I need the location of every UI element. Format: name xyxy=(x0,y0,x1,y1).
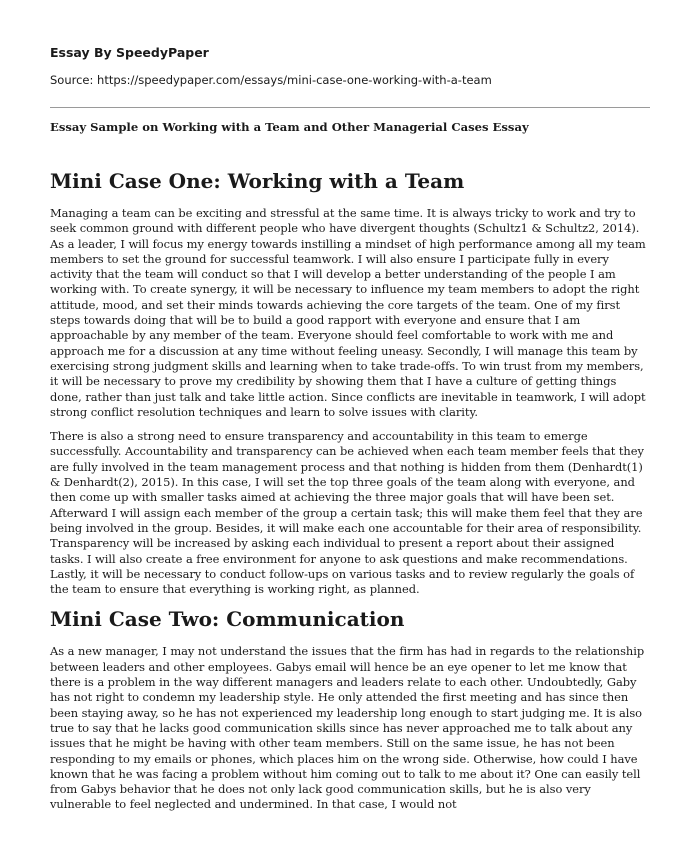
brand-label: Essay By SpeedyPaper xyxy=(50,45,209,60)
essay-body xyxy=(50,168,650,822)
paragraph: There is also a strong need to ensure transparency and accountability in this team to emerge successfully. Accountability and transparency can be achieved when each team member feels that they are fully involved in the team management process and that nothing is hidden from them (Denhardt(1) & Denhardt(2), 2015). In this case, I will set the top three goals of the team along with everyone, and then come up with smaller tasks aimed at achieving the three major goals that will have been set. Afterward I will assign each member of the group a certain task; this will make them feel that they are being involved in the group. Besides, it will make each one accountable for their area of responsibility. Transparency will be increased by asking each individual to present a report about their assigned tasks. I will also create a free environment for anyone to ask questions and make recommendations. Lastly, it will be necessary to conduct follow-ups on various tasks and to review regularly the goals of the team to ensure that everything is working right, as planned. xyxy=(50,429,644,597)
essay-title: Essay Sample on Working with a Team and Other Managerial Cases Essay xyxy=(50,120,529,134)
section-heading: Mini Case One: Working with a Team xyxy=(50,169,465,193)
source-line[interactable]: Source: https://speedypaper.com/essays/mini-case-one-working-with-a-team xyxy=(50,73,492,87)
paragraph: As a new manager, I may not understand the issues that the firm has had in regards to the relationship between leaders and other employees. Gabys email will hence be an eye opener to let me know that there is a problem in the way different managers and leaders relate to each other. Undoubtedly, Gaby has not right to condemn my leadership style. He only attended the first meeting and has since then been staying away, so he has not experienced my leadership long enough to start judging me. It is also true to say that he lacks good communication skills since has never approached me to talk about any issues that he might be having with other team members. Still on the same issue, he has not been responding to my emails or phones, which places him on the wrong side. Otherwise, how could I have known that he was facing a problem without him coming out to talk to me about it? One can easily tell from Gabys behavior that he does not only lack good communication skills, but he is also very vulnerable to feel neglected and undermined. In that case, I would not xyxy=(50,644,645,812)
section-heading: Mini Case Two: Communication xyxy=(50,607,405,632)
header-divider xyxy=(50,107,650,108)
paragraph: Managing a team can be exciting and stressful at the same time. It is always tricky to work and try to seek common ground with different people who have divergent thoughts (Schultz1 & Schultz2, 2014). As a leader, I will focus my energy towards instilling a mindset of high performance among all my team members to set the ground for successful teamwork. I will also ensure I participate fully in every activity that the team will conduct so that I will develop a better understanding of the people I am working with. To create synergy, it will be necessary to influence my team members to adopt the right attitude, mood, and set their minds towards achieving the core targets of the team. One of my first steps towards doing that will be to build a good rapport with everyone and ensure that I am approachable by any member of the team. Everyone should feel comfortable to work with me and approach me for a discussion at any time without feeling uneasy. Secondly, I will manage this team by exercising strong judgment skills and learning when to take trade-offs. To win trust from my members, it will be necessary to prove my credibility by showing them that I have a culture of getting things done, rather than just talk and take little action. Since conflicts are inevitable in teamwork, I will adopt strong conflict resolution techniques and learn to solve issues with clarity. xyxy=(50,206,646,419)
